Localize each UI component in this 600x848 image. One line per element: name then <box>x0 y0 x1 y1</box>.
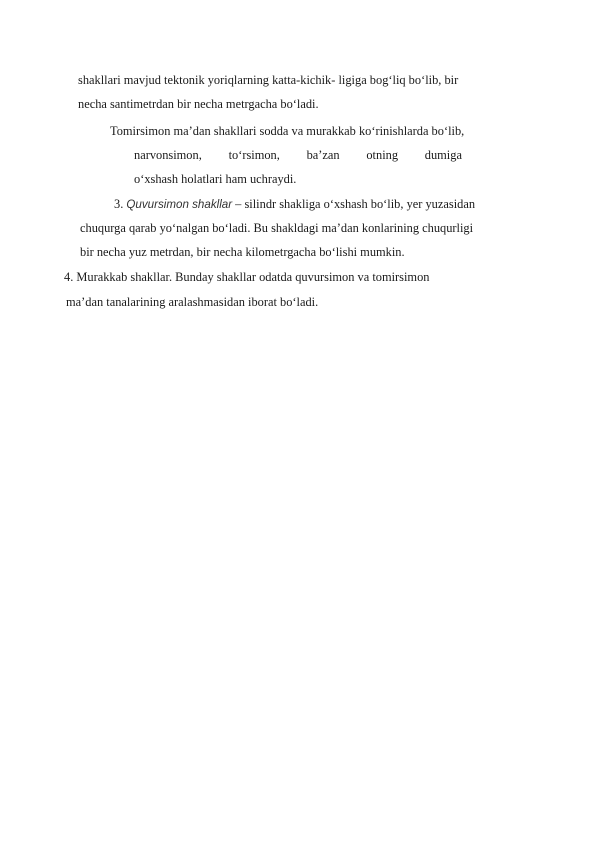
p3-line-1-rest: – silindr shakliga o‘xshash bo‘lib, yer yuzasidan <box>232 197 476 211</box>
paragraph-1-line-1 <box>78 72 524 88</box>
paragraph-3-line-3: bir necha yuz metrdan, bir necha kilometrgacha bo‘lishi mumkin. <box>80 245 405 259</box>
paragraph-2-line-2 <box>134 147 462 163</box>
p2-word-1: narvonsimon, <box>134 148 202 162</box>
p2-word-4: otning <box>366 148 399 162</box>
paragraph-2-line-1: Tomirsimon ma’dan shakllari sodda va murakkab ko‘rinishlarda bo‘lib, <box>110 124 465 138</box>
paragraph-3-line-2: chuqurga qarab yo‘nalgan bo‘ladi. Bu shakldagi ma’dan konlarining chuqurligi <box>80 221 474 235</box>
p2-word-2: to‘rsimon, <box>228 148 280 162</box>
paragraph-4-line-1: 4. Murakkab shakllar. Bunday shakllar odatda quvursimon va tomirsimon <box>64 270 430 284</box>
p2-word-3: ba’zan <box>306 148 340 162</box>
paragraph-1-line-2: necha santimetrdan bir necha metrgacha bo‘ladi. <box>78 97 319 111</box>
term-quvursimon-shakllar: Quvursimon shakllar <box>126 198 233 211</box>
p1-line-1-text: shakllari mavjud tektonik yoriqlarning katta-kichik- ligiga bog‘liq bo‘lib, bir <box>78 73 459 87</box>
paragraph-3-line-1 <box>114 196 475 213</box>
paragraph-4-line-2: ma’dan tanalarining aralashmasidan iborat bo‘ladi. <box>66 295 319 309</box>
paragraph-2-line-3: o‘xshash holatlari ham uchraydi. <box>134 172 297 186</box>
p2-word-5: dumiga <box>424 148 462 162</box>
list-number-3: 3. <box>114 197 124 211</box>
